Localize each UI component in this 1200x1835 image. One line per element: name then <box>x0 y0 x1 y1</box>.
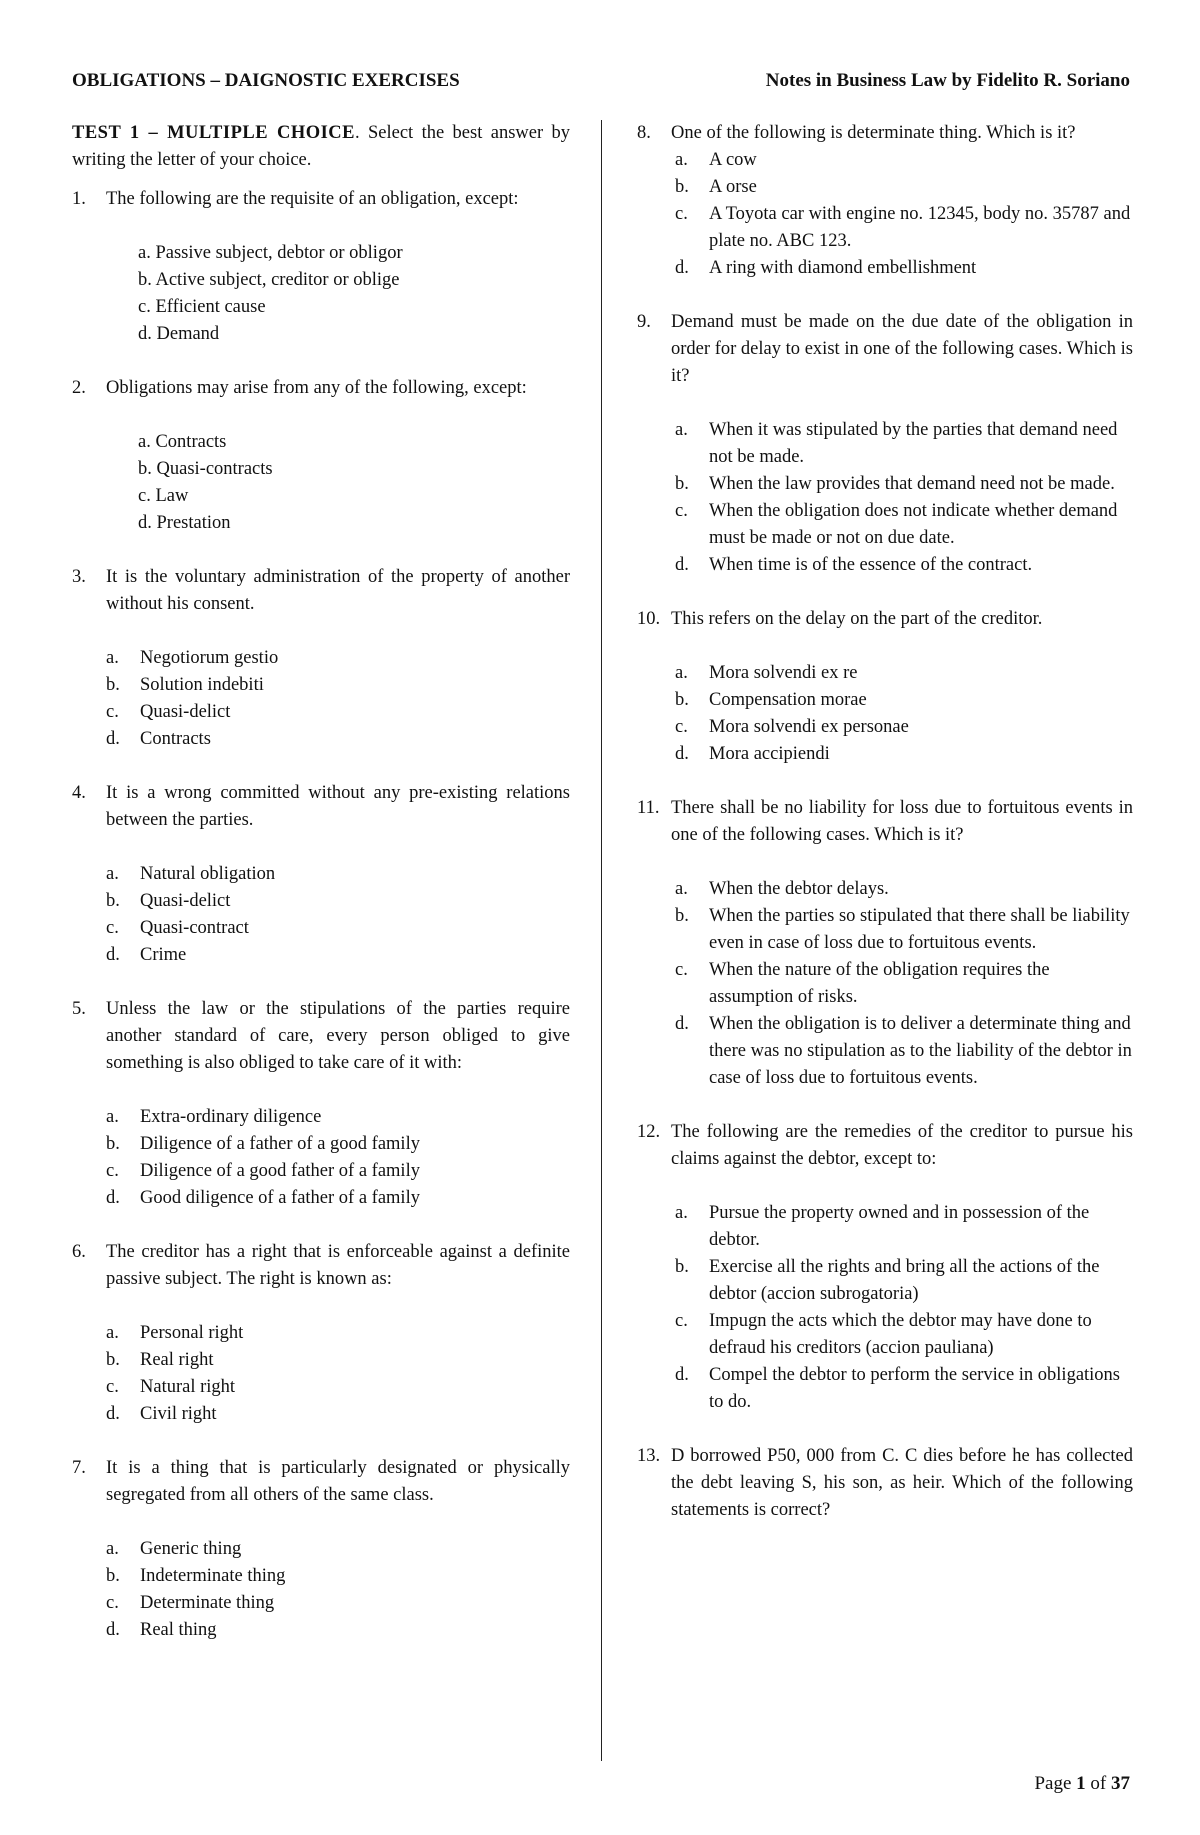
option-b: b. Solution indebiti <box>106 675 264 695</box>
option-c: c. Law <box>138 486 189 506</box>
option-b: b. Exercise all the rights and bring all the actions of the debtor (accion subrogatoria) <box>675 1257 1100 1304</box>
question-7 <box>72 1455 570 1644</box>
column-divider <box>601 120 602 1761</box>
option-b: b. Diligence of a father of a good family <box>106 1134 420 1154</box>
option-d: d. A ring with diamond embellishment <box>675 258 977 278</box>
test-title: TEST 1 – MULTIPLE CHOICE <box>72 123 355 143</box>
option-a: a. Negotiorum gestio <box>106 648 279 668</box>
question-number: 5. <box>72 999 86 1019</box>
option-list <box>72 1320 570 1428</box>
option-list <box>637 1200 1133 1416</box>
option-a: a. When the debtor delays. <box>675 879 889 899</box>
question-number: 2. <box>72 378 86 398</box>
question-number: 11. <box>637 798 660 818</box>
question-4 <box>72 780 570 969</box>
question-number: 8. <box>637 123 651 143</box>
option-d: d. When the obligation is to deliver a determinate thing and there was no stipulation as to the liability of the debtor in case of loss due to fortuitous events. <box>675 1014 1132 1088</box>
question-6 <box>72 1239 570 1428</box>
test-instruction: . Select the best answer by writing the letter of your choice. <box>72 123 570 170</box>
option-b: b. A orse <box>675 177 757 197</box>
option-a: a. Contracts <box>138 432 227 452</box>
option-d: d. Real thing <box>106 1620 217 1640</box>
option-a: a. Natural obligation <box>106 864 276 884</box>
option-d: d. Civil right <box>106 1404 217 1424</box>
option-d: d. Mora accipiendi <box>675 744 830 764</box>
option-list <box>72 240 570 348</box>
question-number: 6. <box>72 1242 86 1262</box>
question-text: One of the following is determinate thing. Which is it? <box>671 123 1076 143</box>
option-a: a. Passive subject, debtor or obligor <box>138 243 403 263</box>
question-text: Demand must be made on the due date of the obligation in order for delay to exist in one of the following cases. Which is it? <box>671 312 1133 386</box>
question-text: This refers on the delay on the part of the creditor. <box>671 609 1043 629</box>
question-13 <box>637 1443 1133 1524</box>
question-number: 7. <box>72 1458 86 1478</box>
option-b: b. Indeterminate thing <box>106 1566 286 1586</box>
question-number: 4. <box>72 783 86 803</box>
question-11 <box>637 795 1133 1092</box>
question-5 <box>72 996 570 1212</box>
question-text: The creditor has a right that is enforceable against a definite passive subject. The right is known as: <box>106 1242 570 1289</box>
question-1 <box>72 186 570 348</box>
option-d: d. Demand <box>138 324 220 344</box>
question-number: 3. <box>72 567 86 587</box>
question-8 <box>637 120 1133 282</box>
option-c: c. A Toyota car with engine no. 12345, body no. 35787 and plate no. ABC 123. <box>675 204 1131 251</box>
question-number: 10. <box>637 609 661 629</box>
option-list <box>637 417 1133 579</box>
option-c: c. Impugn the acts which the debtor may have done to defraud his creditors (accion pauliana) <box>675 1311 1092 1358</box>
question-text: There shall be no liability for loss due to fortuitous events in one of the following cases. Which is it? <box>671 798 1133 845</box>
question-number: 13. <box>637 1446 661 1466</box>
option-list <box>637 660 1133 768</box>
question-number: 12. <box>637 1122 661 1142</box>
left-column <box>72 120 570 1671</box>
option-d: d. Prestation <box>138 513 231 533</box>
question-9 <box>637 309 1133 579</box>
question-text: It is a thing that is particularly designated or physically segregated from all others of the same class. <box>106 1458 570 1505</box>
question-12 <box>637 1119 1133 1416</box>
test-intro <box>72 120 570 174</box>
option-d: d. When time is of the essence of the contract. <box>675 555 1033 575</box>
option-b: b. Quasi-contracts <box>138 459 273 479</box>
option-a: a. Personal right <box>106 1323 244 1343</box>
option-d: d. Good diligence of a father of a family <box>106 1188 420 1208</box>
option-d: d. Compel the debtor to perform the service in obligations to do. <box>675 1365 1121 1412</box>
option-c: c. When the nature of the obligation requires the assumption of risks. <box>675 960 1050 1007</box>
option-d: d. Contracts <box>106 729 211 749</box>
option-c: c. Determinate thing <box>106 1593 275 1613</box>
option-b: b. Quasi-delict <box>106 891 231 911</box>
option-a: a. When it was stipulated by the parties that demand need not be made. <box>675 420 1118 467</box>
option-a: a. Mora solvendi ex re <box>675 663 858 683</box>
question-number: 9. <box>637 312 651 332</box>
right-column <box>637 120 1133 1551</box>
question-3 <box>72 564 570 753</box>
question-2 <box>72 375 570 537</box>
question-text: Unless the law or the stipulations of the parties require another standard of care, every person obliged to give something is also obliged to take care of it with: <box>106 999 570 1073</box>
option-a: a. Pursue the property owned and in possession of the debtor. <box>675 1203 1090 1250</box>
option-list <box>72 861 570 969</box>
option-d: d. Crime <box>106 945 187 965</box>
question-text: It is a wrong committed without any pre-existing relations between the parties. <box>106 783 570 830</box>
option-c: c. Efficient cause <box>138 297 266 317</box>
question-text: It is the voluntary administration of the property of another without his consent. <box>106 567 570 614</box>
option-b: b. Active subject, creditor or oblige <box>138 270 400 290</box>
question-text: Obligations may arise from any of the following, except: <box>106 378 527 398</box>
option-c: c. Quasi-delict <box>106 702 231 722</box>
option-list <box>72 1536 570 1644</box>
option-c: c. When the obligation does not indicate whether demand must be made or not on due date. <box>675 501 1118 548</box>
option-c: c. Diligence of a good father of a family <box>106 1161 420 1181</box>
question-number: 1. <box>72 189 86 209</box>
option-list <box>72 645 570 753</box>
option-c: c. Mora solvendi ex personae <box>675 717 909 737</box>
option-b: b. When the parties so stipulated that there shall be liability even in case of loss due to fortuitous events. <box>675 906 1130 953</box>
option-a: a. A cow <box>675 150 757 170</box>
question-10 <box>637 606 1133 768</box>
option-list <box>72 429 570 537</box>
question-text: D borrowed P50, 000 from C. C dies before he has collected the debt leaving S, his son, as heir. Which of the following statements is correct? <box>671 1446 1133 1520</box>
option-b: b. When the law provides that demand need not be made. <box>675 474 1115 494</box>
option-b: b. Compensation morae <box>675 690 867 710</box>
question-text: The following are the remedies of the creditor to pursue his claims against the debtor, except to: <box>671 1122 1133 1169</box>
option-list <box>637 147 1133 282</box>
option-list <box>637 876 1133 1092</box>
option-c: c. Natural right <box>106 1377 236 1397</box>
question-text: The following are the requisite of an obligation, except: <box>106 189 519 209</box>
option-a: a. Extra-ordinary diligence <box>106 1107 322 1127</box>
option-list <box>72 1104 570 1212</box>
document-author-note: Notes in Business Law by Fidelito R. Soriano <box>765 70 1130 91</box>
page-number: Page 1 of 37 <box>1034 1773 1130 1794</box>
option-a: a. Generic thing <box>106 1539 242 1559</box>
option-c: c. Quasi-contract <box>106 918 249 938</box>
option-b: b. Real right <box>106 1350 214 1370</box>
document-title: OBLIGATIONS – DAIGNOSTIC EXERCISES <box>72 70 460 91</box>
